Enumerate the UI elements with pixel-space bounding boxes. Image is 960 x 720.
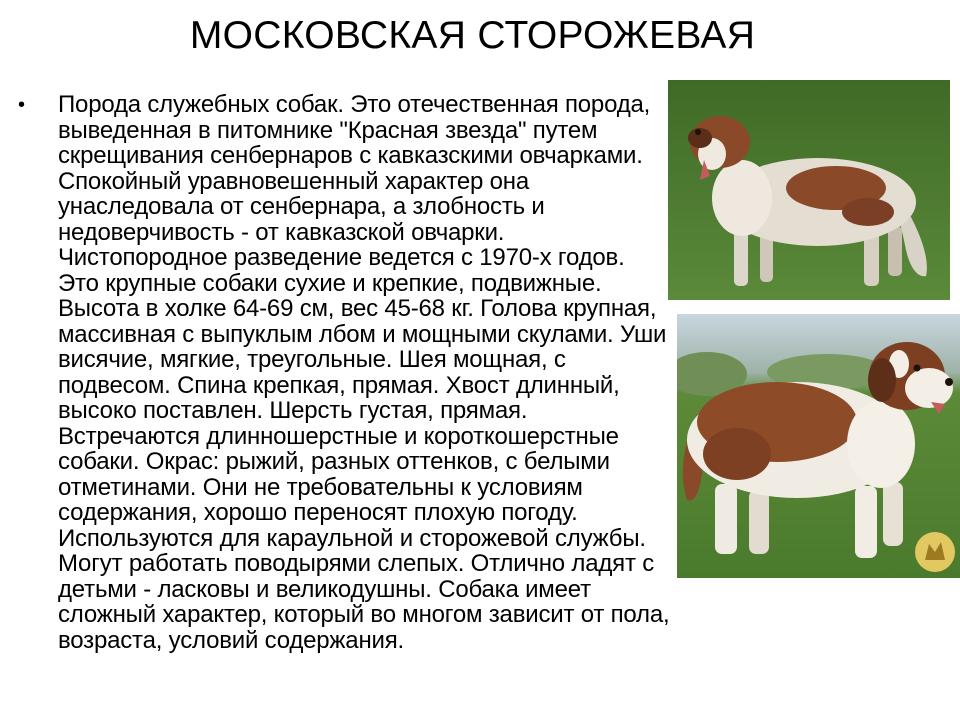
dog-photo-bottom xyxy=(677,314,960,578)
bullet-icon: • xyxy=(18,94,26,116)
slide-title: МОСКОВСКАЯ СТОРОЖЕВАЯ xyxy=(189,14,756,57)
dog-photo-icon xyxy=(677,314,960,578)
body-paragraph: Порода служебных собак. Это отечественная порода, выведенная в питомнике "Красная звезда" путем скрещивания сенбернаров с кавказскими овчарками. Спокойный уравновешенный характер она унаследовала от сенбернара, а злобность и недоверчивость - от кавказской овчарки. Чистопородное разведение ведется с 1970-х годов. Это крупные собаки сухие и крепкие, подвижные. Высота в холке 64-69 см, вес 45-68 кг. Голова крупная, массивная с выпуклым лбом и мощными скулами. Уши висячие, мягкие, треугольные. Шея мощная, с подвесом. Спина крепкая, прямая. Хвост длинный, высоко поставлен. Шерсть густая, прямая. Встречаются длинношерстные и короткошерстные собаки. Окрас: рыжий, разных оттенков, с белыми отметинами. Они не требовательны к условиям содержания, хорошо переносят плохую погоду. Используются для караульной и сторожевой службы. Могут работать поводырями слепых. Отлично ладят с детьми - ласковы и великодушны. Собака имеет сложный характер, который во многом зависит от пола, возраста, условий содержания. xyxy=(58,91,670,654)
dog-photo-icon xyxy=(668,80,950,300)
dog-photo-top xyxy=(668,80,950,300)
